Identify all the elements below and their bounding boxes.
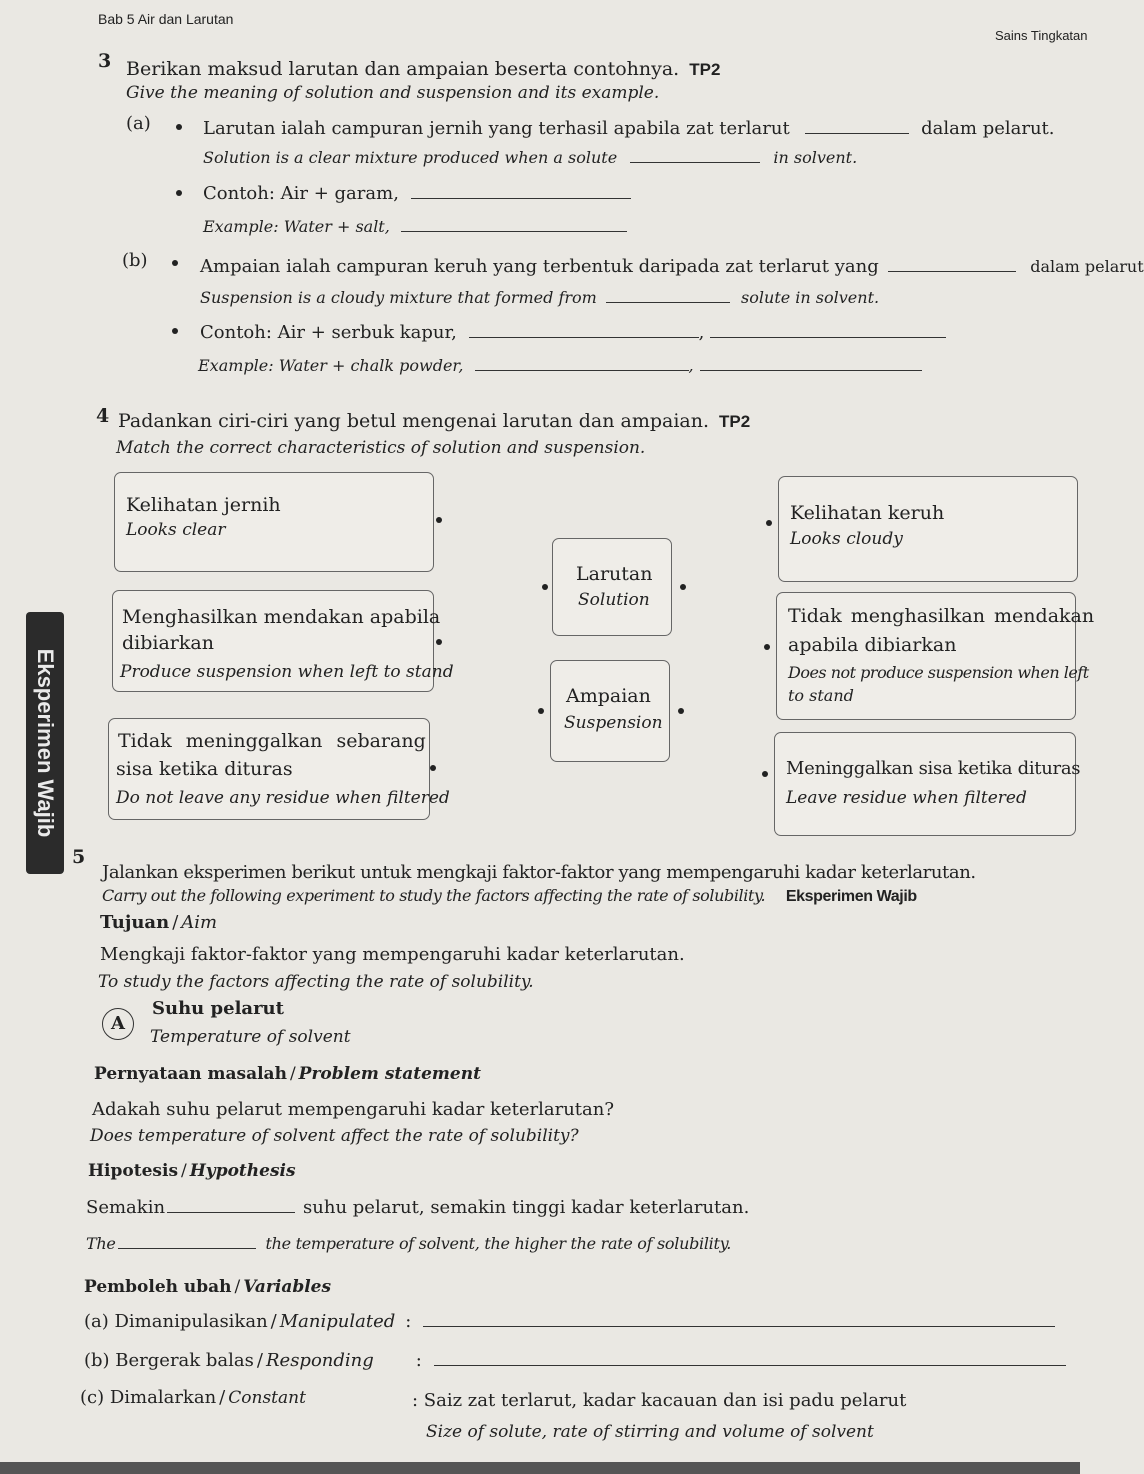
problem-en: Does temperature of solvent affect the rate of solubility?	[90, 1126, 579, 1146]
q3a-example-en	[203, 217, 627, 236]
q4-title	[118, 410, 750, 432]
center-box-larutan	[552, 538, 672, 636]
hyp-heading	[88, 1161, 296, 1181]
q5-title-en-text: Carry out the following experiment to study the factors affecting the rate of solubility.	[102, 886, 766, 905]
var-b-en: Responding	[265, 1350, 374, 1371]
q3a-def-en-1: Solution is a clear mixture produced when a solute	[203, 148, 618, 167]
chapter-header: Bab 5 Air dan Larutan	[98, 11, 234, 27]
right-2-ms1: Tidak menghasilkan mendakan	[788, 605, 1095, 627]
q3b-def-ms-1: Ampaian ialah campuran keruh yang terbentuk daripada zat terlarut yang	[200, 256, 879, 277]
q4-number: 4	[96, 405, 110, 427]
hyp-heading-en: Hypothesis	[189, 1161, 296, 1181]
q3b-def-en-1: Suspension is a cloudy mixture that formed from	[200, 288, 597, 307]
q3b-blank-1[interactable]	[888, 270, 1016, 272]
bullet	[176, 190, 182, 196]
q3a-label: (a)	[126, 113, 151, 134]
q3a-blank-3[interactable]	[411, 197, 631, 199]
left-1-en: Looks clear	[126, 520, 226, 540]
var-heading-ms: Pemboleh ubah	[84, 1277, 232, 1297]
slash: /	[219, 1387, 226, 1408]
bullet	[176, 124, 182, 130]
q3b-example-en	[198, 356, 922, 375]
q3a-example-ms	[203, 183, 631, 204]
right-2-en1: Does not produce suspension when left	[788, 663, 1089, 682]
q4-tp-badge: TP2	[719, 412, 751, 431]
left-3-ms: Tidak meninggalkan sebarang	[118, 730, 426, 752]
q3b-ex-en-text: Example: Water + chalk powder,	[198, 356, 464, 375]
q3a-def-en-2: in solvent.	[773, 148, 858, 167]
aim-heading	[100, 912, 217, 933]
colon: :	[415, 1350, 422, 1371]
page-bottom-edge	[0, 1462, 1080, 1474]
q3a-blank-2[interactable]	[630, 161, 760, 163]
var-heading-en: Variables	[243, 1277, 332, 1297]
aim-heading-en: Aim	[181, 912, 218, 933]
hyp-en-2: the temperature of solvent, the higher the rate of solubility.	[265, 1234, 732, 1253]
q3-title-en: Give the meaning of solution and suspension and its example.	[126, 83, 660, 103]
right-2-en2: to stand	[788, 686, 854, 705]
problem-ms: Adakah suhu pelarut mempengaruhi kadar keterlarutan?	[92, 1099, 614, 1120]
match-dot[interactable]	[542, 584, 548, 590]
var-b-blank[interactable]	[434, 1364, 1066, 1366]
q5-title-ms: Jalankan eksperimen berikut untuk mengkaji faktor-faktor yang mempengaruhi kadar keterlarutan.	[102, 862, 976, 883]
var-c-en: Constant	[228, 1388, 306, 1408]
q4-title-en: Match the correct characteristics of solution and suspension.	[116, 438, 646, 458]
slash: /	[181, 1161, 187, 1181]
hyp-heading-ms: Hipotesis	[88, 1161, 179, 1181]
q3-title-ms: Berikan maksud larutan dan ampaian beserta contohnya.	[126, 58, 680, 80]
match-dot[interactable]	[436, 517, 442, 523]
center-ampaian-en: Suspension	[564, 713, 663, 733]
left-3-ms2: sisa ketika dituras	[116, 758, 293, 780]
right-1-en: Looks cloudy	[790, 529, 903, 549]
sidebar-tab-label: Eksperimen Wajib	[33, 648, 58, 838]
right-3-en: Leave residue when filtered	[786, 788, 1027, 808]
q3b-blank-6[interactable]	[700, 369, 922, 371]
q3b-example-ms	[200, 322, 946, 343]
match-dot[interactable]	[764, 644, 770, 650]
part-a-en: Temperature of solvent	[150, 1027, 351, 1047]
var-b-ms: (b) Bergerak balas	[84, 1350, 254, 1371]
q5-number: 5	[72, 846, 86, 868]
q3b-def-ms-2: dalam pelarut	[1030, 257, 1144, 276]
q3b-def-ms	[200, 256, 1144, 277]
q4-title-ms: Padankan ciri-ciri yang betul mengenai larutan dan ampaian.	[118, 410, 710, 432]
comma: ,	[688, 356, 694, 375]
q3-title	[126, 58, 720, 80]
var-c	[80, 1387, 306, 1408]
match-dot[interactable]	[436, 639, 442, 645]
left-3-en: Do not leave any residue when filtered	[116, 788, 450, 808]
problem-heading-en: Problem statement	[298, 1064, 481, 1084]
var-a	[84, 1311, 1055, 1332]
part-a-ms: Suhu pelarut	[152, 998, 284, 1019]
q3a-def-ms-1: Larutan ialah campuran jernih yang terhasil apabila zat terlarut	[203, 118, 790, 139]
left-1-ms: Kelihatan jernih	[126, 494, 281, 516]
var-heading	[84, 1277, 331, 1297]
match-dot[interactable]	[766, 520, 772, 526]
left-2-ms2: dibiarkan	[122, 632, 214, 654]
var-b	[84, 1350, 1066, 1371]
q3b-label: (b)	[122, 250, 148, 271]
right-3-ms: Meninggalkan sisa ketika dituras	[786, 758, 1081, 779]
hyp-blank-en[interactable]	[118, 1247, 256, 1249]
var-a-en: Manipulated	[279, 1311, 396, 1332]
aim-en: To study the factors affecting the rate of solubility.	[98, 972, 534, 992]
q3a-ex-en-text: Example: Water + salt,	[203, 217, 390, 236]
bullet	[172, 260, 178, 266]
q3a-def-ms-2: dalam pelarut.	[921, 118, 1055, 139]
q3a-blank-4[interactable]	[401, 230, 627, 232]
q3b-ex-ms-text: Contoh: Air + serbuk kapur,	[200, 322, 457, 343]
part-a-badge: A	[102, 1008, 134, 1040]
center-box-ampaian	[550, 660, 670, 762]
q3a-ex-ms-text: Contoh: Air + garam,	[203, 183, 399, 204]
bullet	[172, 328, 178, 334]
var-c-value-en: Size of solute, rate of stirring and volume of solvent	[426, 1422, 874, 1442]
subject-header: Sains Tingkatan	[995, 28, 1088, 43]
problem-heading-ms: Pernyataan masalah	[94, 1064, 287, 1084]
q3a-blank-1[interactable]	[805, 132, 909, 134]
right-2-ms2: apabila dibiarkan	[788, 634, 957, 656]
slash: /	[289, 1064, 296, 1084]
center-ampaian-ms: Ampaian	[566, 685, 651, 707]
q5-tag: Eksperimen Wajib	[785, 888, 917, 905]
match-dot[interactable]	[762, 771, 768, 777]
aim-heading-ms: Tujuan	[100, 912, 170, 933]
q3b-blank-4[interactable]	[710, 336, 946, 338]
slash: /	[234, 1277, 241, 1297]
q3-tp-badge: TP2	[689, 60, 721, 79]
center-larutan-ms: Larutan	[576, 563, 653, 585]
colon: :	[405, 1311, 412, 1332]
comma: ,	[698, 322, 705, 343]
match-dot[interactable]	[430, 765, 436, 771]
aim-ms: Mengkaji faktor-faktor yang mempengaruhi kadar keterlarutan.	[100, 944, 685, 965]
slash: /	[270, 1311, 277, 1332]
q3b-blank-2[interactable]	[606, 301, 730, 303]
q3b-blank-5[interactable]	[475, 369, 689, 371]
q3a-def-ms	[203, 118, 1055, 139]
hyp-ms-2: suhu pelarut, semakin tinggi kadar keterlarutan.	[303, 1197, 750, 1218]
hyp-blank-ms[interactable]	[167, 1211, 295, 1213]
var-c-ms: (c) Dimalarkan	[80, 1387, 217, 1408]
slash: /	[256, 1350, 263, 1371]
match-dot[interactable]	[680, 584, 686, 590]
match-dot[interactable]	[538, 708, 544, 714]
right-box-3	[774, 732, 1076, 836]
right-1-ms: Kelihatan keruh	[790, 502, 945, 524]
center-larutan-en: Solution	[578, 590, 650, 610]
hyp-en-1: The	[86, 1234, 116, 1253]
q5-title-en	[102, 886, 917, 906]
slash: /	[172, 912, 179, 933]
match-dot[interactable]	[678, 708, 684, 714]
q3a-def-en	[203, 148, 857, 167]
var-a-ms: (a) Dimanipulasikan	[84, 1311, 268, 1332]
hyp-en	[86, 1234, 731, 1253]
problem-heading	[94, 1064, 481, 1084]
hyp-ms	[86, 1197, 749, 1218]
q3b-def-en	[200, 288, 879, 307]
var-a-blank[interactable]	[423, 1325, 1055, 1327]
left-2-en: Produce suspension when left to stand	[120, 662, 454, 682]
q3-number: 3	[98, 50, 112, 72]
var-c-value-ms: : Saiz zat terlarut, kadar kacauan dan isi padu pelarut	[412, 1390, 907, 1411]
left-2-ms1: Menghasilkan mendakan apabila	[122, 606, 441, 628]
q3b-blank-3[interactable]	[469, 336, 699, 338]
hyp-ms-1: Semakin	[86, 1197, 166, 1218]
q3b-def-en-2: solute in solvent.	[741, 288, 880, 307]
